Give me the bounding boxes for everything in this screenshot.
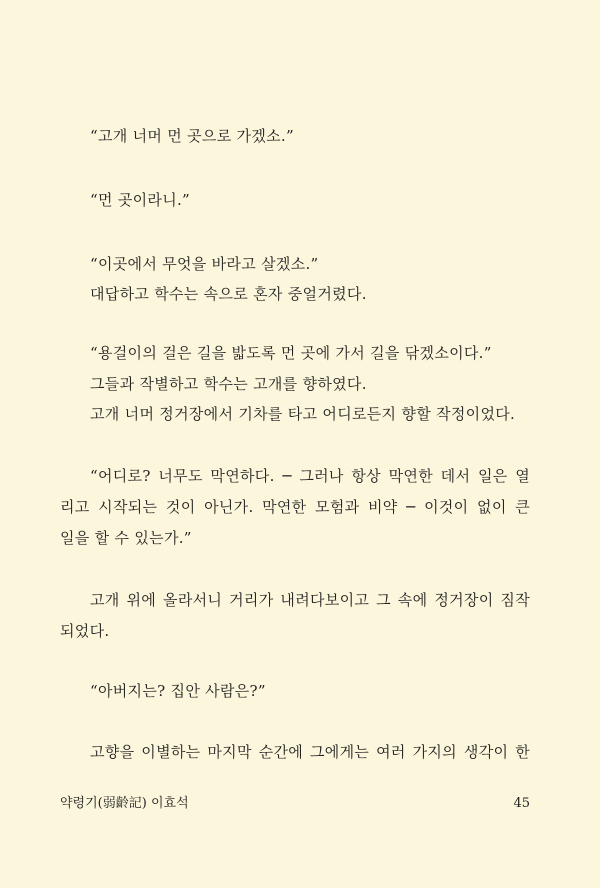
page-number: 45: [513, 796, 530, 811]
text-line: 고개 위에 올라서니 거리가 내려다보이고 그 속에 정거장이 짐작: [90, 591, 530, 609]
text-line: 그들과 작별하고 학수는 고개를 향하였다.: [90, 375, 367, 393]
text-line: “어디로? 너무도 막연하다. ─ 그러나 항상 막연한 데서 일은 열: [90, 467, 530, 485]
text-line: “고개 너머 먼 곳으로 가겠소.”: [90, 127, 294, 145]
text-line: 리고 시작되는 것이 아닌가. 막연한 모험과 비약 ─ 이것이 없이 큰: [60, 498, 530, 516]
text-line: 고향을 이별하는 마지막 순간에 그에게는 여러 가지의 생각이 한: [90, 743, 530, 761]
text-line: 되었다.: [60, 622, 110, 640]
text-line: 대답하고 학수는 속으로 혼자 중얼거렸다.: [90, 285, 367, 303]
footer-title: 약령기(弱齡記) 이효석: [60, 796, 189, 811]
text-line: “아버지는? 집안 사람은?”: [90, 682, 266, 700]
text-line: “용걸이의 걸은 길을 밟도록 먼 곳에 가서 길을 닦겠소이다.”: [90, 344, 492, 362]
text-line: “먼 곳이라니.”: [90, 191, 191, 209]
text-line: 일을 할 수 있는가.”: [60, 529, 192, 547]
text-line: 고개 너머 정거장에서 기차를 타고 어디로든지 향할 작정이었다.: [90, 405, 516, 423]
text-line: “이곳에서 무엇을 바라고 살겠소.”: [90, 255, 319, 273]
